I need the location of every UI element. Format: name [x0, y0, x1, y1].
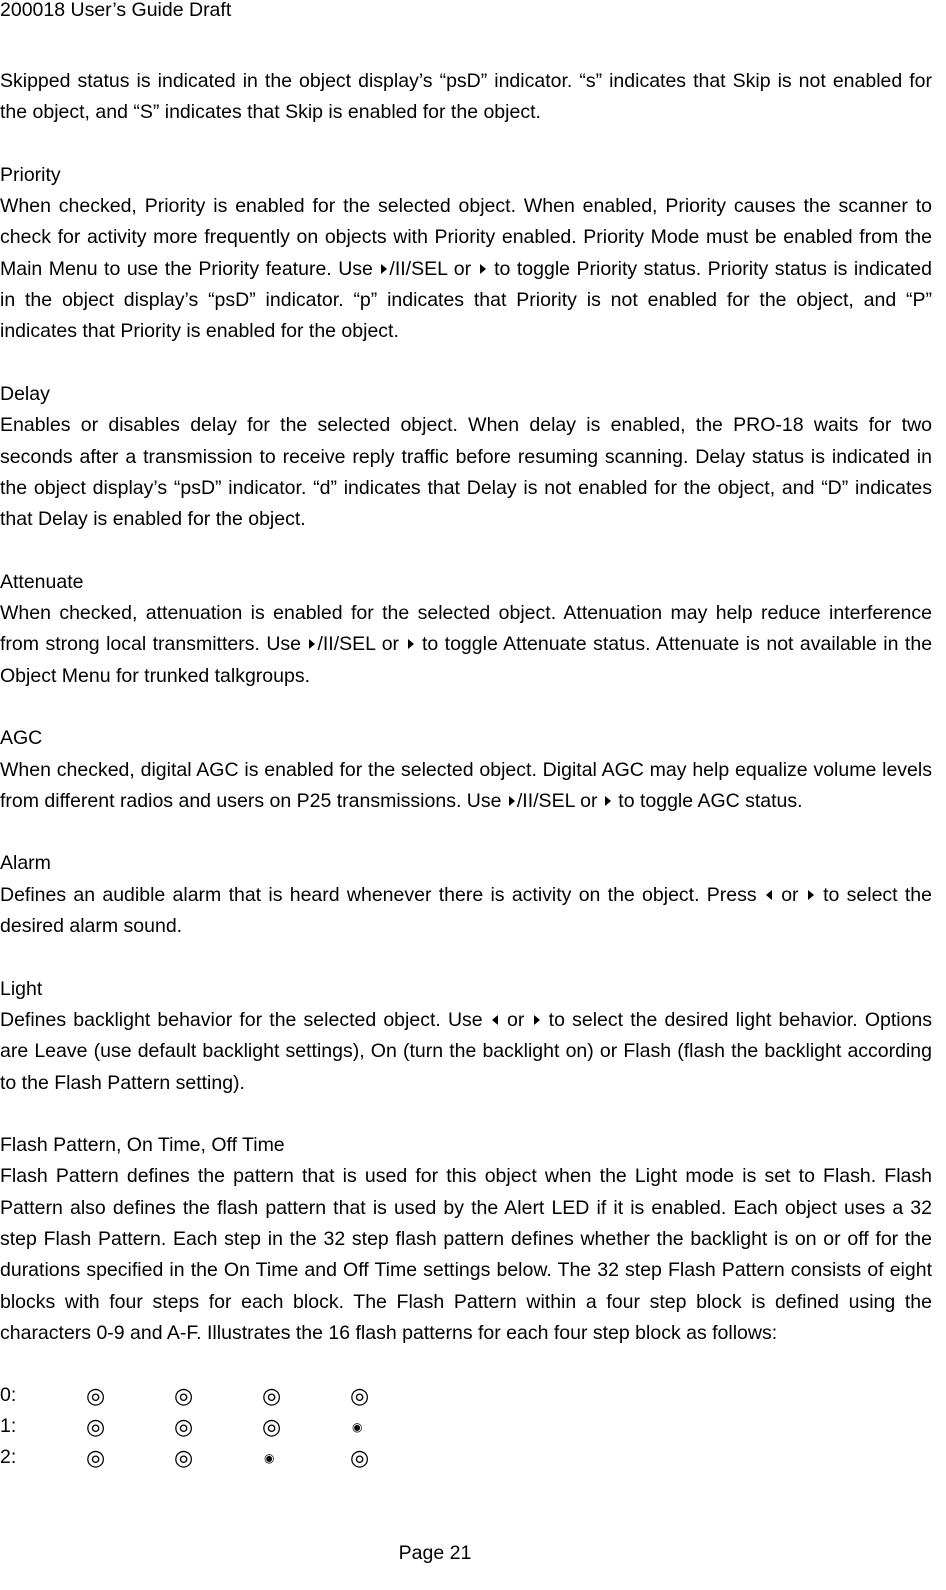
- bullseye-icon: ◎: [350, 1382, 370, 1408]
- pattern-step: [86, 1413, 174, 1439]
- pattern-row: [0, 1380, 932, 1411]
- right-arrow-icon: [534, 1015, 540, 1025]
- section-delay: [0, 379, 932, 535]
- pattern-step: [262, 1413, 350, 1439]
- section-body: Defines backlight behavior for the selected object. Use or to select the desired light behavior. Options are Leave (use default backlight settings), On (turn the backlight on) or Flash (flash the backlight according to the Flash Pattern setting).: [0, 1008, 933, 1094]
- right-arrow-icon: [605, 796, 611, 806]
- section-heading: Light: [0, 977, 43, 1000]
- section-body: Flash Pattern defines the pattern that is used for this object when the Light mode is set to Flash. Flash Pattern also defines the flash pattern that is used by the Alert LED if it is enabled. Each object uses a 32 step Flash Pattern. Each step in the 32 step flash pattern defines whether the backlight is on or off for the durations specified in the On Time and Off Time settings below. The 32 step Flash Pattern consists of eight blocks with four steps for each block. The Flash Pattern within a four step block is defined using the characters 0-9 and A-F. Illustrates the 16 flash patterns for each four step block as follows:: [0, 1165, 932, 1344]
- section-heading: AGC: [0, 727, 43, 750]
- pattern-row: [0, 1442, 932, 1473]
- bullseye-icon: ◎: [174, 1382, 194, 1408]
- section-heading: Flash Pattern, On Time, Off Time: [0, 1134, 285, 1157]
- play-triangle-icon: [509, 796, 515, 806]
- pattern-step: [350, 1444, 438, 1470]
- bullseye-icon: ◎: [262, 1413, 282, 1439]
- section-body: When checked, attenuation is enabled for the selected object. Attenuation may help reduce interference from strong local transmitters. Use /II/SEL or to toggle Attenuate status. Attenuate is not available in the Object Menu for trunked talkgroups.: [0, 602, 933, 687]
- section-light: [0, 974, 932, 1099]
- bullseye-icon: ◎: [86, 1413, 106, 1439]
- section-heading: Delay: [0, 382, 50, 405]
- bullseye-icon: ◎: [262, 1382, 282, 1408]
- play-triangle-icon: [309, 639, 315, 649]
- section-flash-pattern: [0, 1130, 932, 1349]
- section-attenuate: [0, 567, 932, 692]
- pattern-step: [262, 1382, 350, 1408]
- intro-paragraph: Skipped status is indicated in the object display’s “psD” indicator. “s” indicates that Skip is not enabled for the object, and “S” indicates that Skip is enabled for the object.: [0, 70, 932, 124]
- section-heading: Priority: [0, 163, 61, 186]
- pattern-label: 1:: [0, 1415, 17, 1438]
- left-arrow-icon: [492, 1015, 498, 1025]
- pattern-label: 0:: [0, 1384, 17, 1407]
- pattern-step: [350, 1382, 438, 1408]
- section-heading: Alarm: [0, 852, 51, 875]
- play-triangle-icon: [381, 264, 387, 274]
- flash-pattern-table: [0, 1380, 932, 1473]
- bullseye-icon: ◎: [174, 1413, 194, 1439]
- bullseye-icon: ◎: [86, 1444, 106, 1470]
- section-agc: [0, 723, 932, 817]
- dot-circle-icon: ◉: [352, 1419, 363, 1434]
- section-body: Defines an audible alarm that is heard whenever there is activity on the object. Press or to select the desired alarm sound.: [0, 883, 932, 938]
- pattern-step: [174, 1382, 262, 1408]
- pattern-step: [262, 1452, 350, 1464]
- pattern-step: [174, 1444, 262, 1470]
- section-alarm: [0, 848, 932, 942]
- pattern-label: 2:: [0, 1446, 17, 1469]
- section-heading: Attenuate: [0, 570, 84, 593]
- right-arrow-icon: [808, 890, 814, 900]
- bullseye-icon: ◎: [86, 1382, 106, 1408]
- section-body: Enables or disables delay for the selected object. When delay is enabled, the PRO-18 waits for two seconds after a transmission to receive reply traffic before resuming scanning. Delay status is indicated in the object display’s “psD” indicator. “d” indicates that Delay is not enabled for the object, and “D” indicates that Delay is enabled for the object.: [0, 414, 932, 531]
- section-priority: [0, 160, 932, 348]
- right-arrow-icon: [408, 639, 414, 649]
- page-number: Page 21: [398, 1542, 472, 1564]
- dot-circle-icon: ◉: [264, 1450, 275, 1465]
- section-body: When checked, digital AGC is enabled for the selected object. Digital AGC may help equalize volume levels from different radios and users on P25 transmissions. Use /II/SEL or to toggle AGC status.: [0, 758, 932, 812]
- pattern-row: [0, 1411, 932, 1442]
- bullseye-icon: ◎: [350, 1444, 370, 1470]
- pattern-step: [350, 1421, 438, 1433]
- pattern-step: [174, 1413, 262, 1439]
- right-arrow-icon: [480, 264, 486, 274]
- pattern-step: [86, 1444, 174, 1470]
- section-body: When checked, Priority is enabled for the selected object. When enabled, Priority causes the scanner to check for activity more frequently on objects with Priority enabled. Priority Mode must be enabled from the Main Menu to use the Priority feature. Use /II/SEL or to toggle Priority status. Priority status is indicated in the object display’s “psD” indicator. “p” indicates that Priority is not enabled for the object, and “P” indicates that Priority is enabled for the object.: [0, 195, 932, 343]
- pattern-step: [86, 1382, 174, 1408]
- document-header: 200018 User’s Guide Draft: [0, 0, 232, 21]
- bullseye-icon: ◎: [174, 1444, 194, 1470]
- left-arrow-icon: [766, 890, 772, 900]
- page-content: [0, 66, 932, 1473]
